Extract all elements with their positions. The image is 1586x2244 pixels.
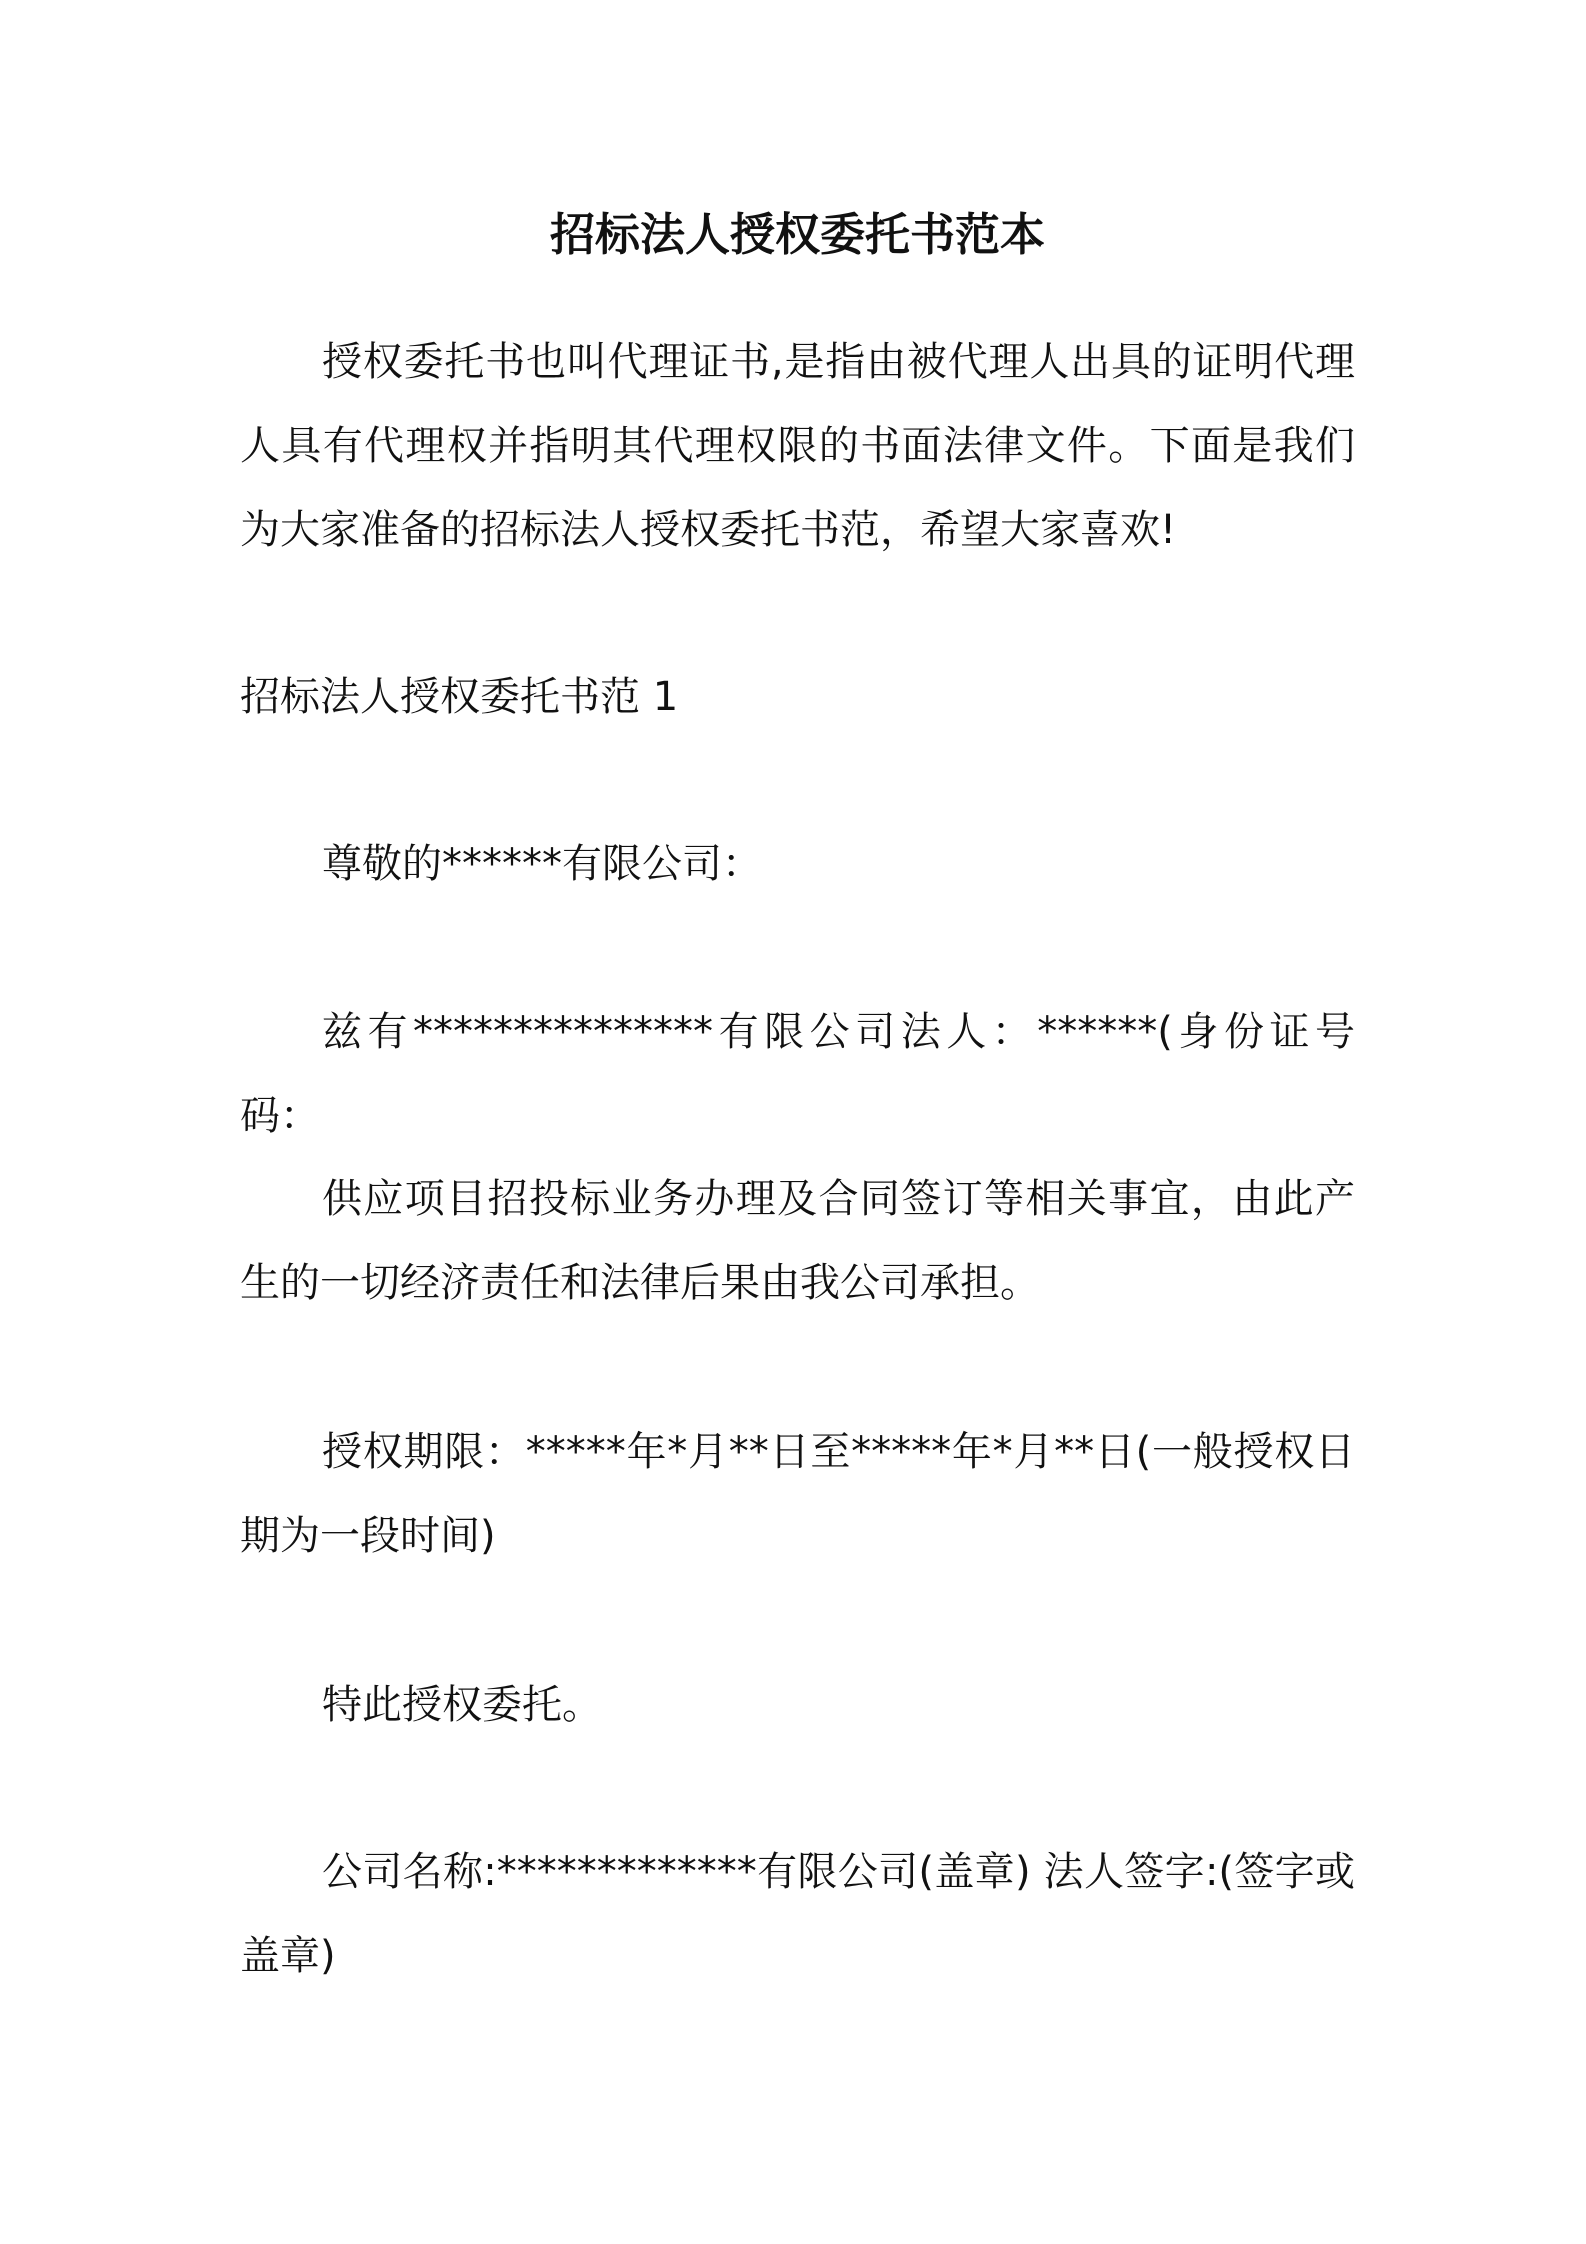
section-heading: 招标法人授权委托书范 1 [240, 674, 679, 720]
salutation-paragraph: 尊敬的******有限公司： [322, 841, 762, 887]
period-paragraph: 授权期限：*****年*月**日至*****年*月**日(一般授权日期为一段时间) [240, 1429, 1355, 1559]
scope-paragraph: 供应项目招投标业务办理及合同签订等相关事宜，由此产生的一切经济责任和法律后果由我公司承担。 [240, 1176, 1355, 1306]
closing-paragraph: 特此授权委托。 [322, 1682, 602, 1728]
statement-paragraph: 兹有***************有限公司法人：******(身份证号码： [240, 1009, 1355, 1139]
signature-paragraph: 公司名称:*************有限公司(盖章) 法人签字:(签字或盖章) [240, 1849, 1355, 1979]
document-title: 招标法人授权委托书范本 [549, 208, 1045, 261]
intro-paragraph: 授权委托书也叫代理证书,是指由被代理人出具的证明代理人具有代理权并指明其代理权限的书面法律文件。下面是我们为大家准备的招标法人授权委托书范，希望大家喜欢! [240, 339, 1355, 553]
